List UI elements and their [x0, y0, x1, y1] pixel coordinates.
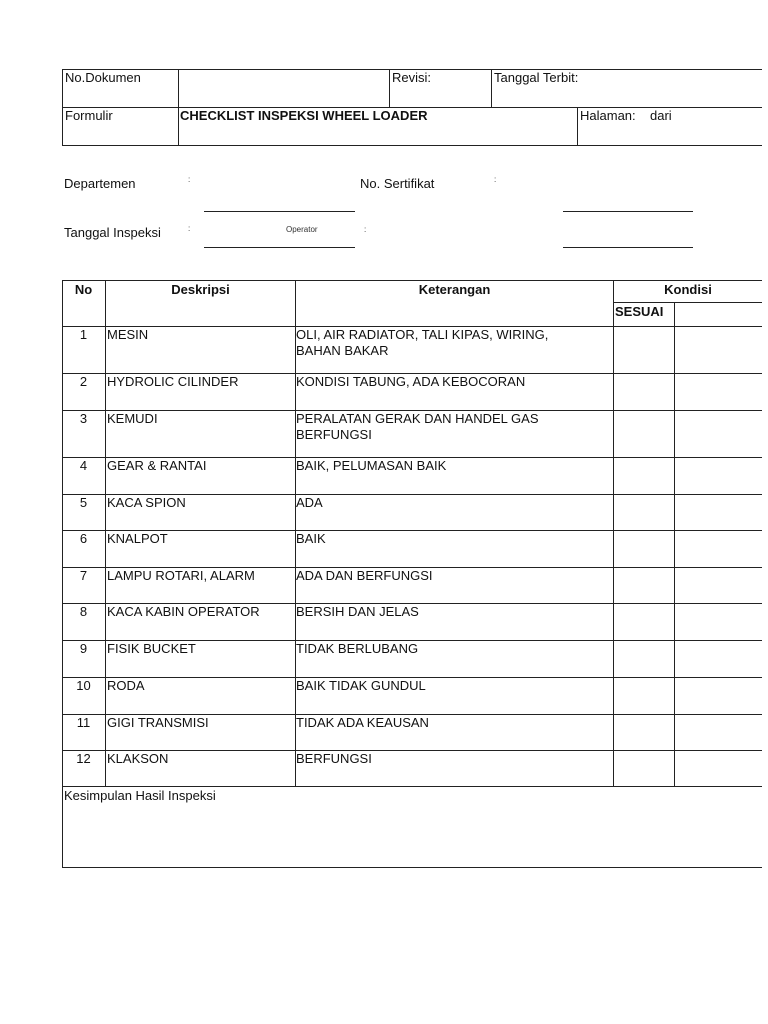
sesuai-check-cell[interactable] [614, 604, 674, 640]
table-rule [613, 302, 762, 303]
table-border [62, 280, 63, 867]
column-header-no: No [74, 282, 93, 297]
subheader-sesuai: SESUAI [615, 304, 664, 319]
row-deskripsi: HYDROLIC CILINDER [107, 374, 239, 389]
row-number: 2 [79, 374, 88, 389]
table-column-rule [295, 280, 296, 786]
table-rule [62, 786, 762, 787]
row-keterangan-line2: BERFUNGSI [296, 427, 372, 442]
table-rule [62, 457, 762, 458]
row-number: 8 [79, 604, 88, 619]
table-rule [62, 640, 762, 641]
row-deskripsi: MESIN [107, 327, 149, 342]
halaman-label: Halaman: [580, 108, 636, 123]
sesuai-check-cell[interactable] [614, 678, 674, 714]
departemen-label: Departemen [64, 176, 136, 191]
sesuai-check-cell[interactable] [614, 411, 674, 457]
row-number: 3 [79, 411, 88, 426]
table-rule [62, 567, 762, 568]
row-number: 10 [76, 678, 91, 693]
row-keterangan-line2: BAHAN BAKAR [296, 343, 389, 358]
row-deskripsi: GIGI TRANSMISI [107, 715, 209, 730]
sesuai-check-cell[interactable] [614, 531, 674, 567]
tanggal-inspeksi-colon: : [188, 224, 191, 233]
document-header-table [62, 69, 762, 146]
sesuai-check-cell[interactable] [614, 458, 674, 494]
table-rule [62, 867, 762, 868]
no-sertifikat-colon: : [494, 175, 497, 184]
sesuai-check-cell[interactable] [614, 374, 674, 410]
row-deskripsi: KACA KABIN OPERATOR [107, 604, 260, 619]
departemen-colon: : [188, 175, 191, 184]
table-rule [62, 677, 762, 678]
operator-colon: : [364, 225, 367, 234]
sesuai-check-cell[interactable] [614, 568, 674, 603]
column-header-kondisi: Kondisi [664, 282, 712, 297]
row-number: 1 [79, 327, 88, 342]
table-rule [62, 373, 762, 374]
sesuai-check-cell[interactable] [614, 641, 674, 677]
row-deskripsi: LAMPU ROTARI, ALARM [107, 568, 255, 583]
row-deskripsi: KACA SPION [107, 495, 186, 510]
operator-label: Operator [286, 225, 318, 234]
row-number: 11 [76, 715, 91, 730]
row-deskripsi: FISIK BUCKET [107, 641, 196, 656]
row-number: 12 [76, 751, 91, 766]
row-keterangan: BAIK, PELUMASAN BAIK [296, 458, 447, 473]
revisi-label: Revisi: [392, 70, 432, 85]
row-keterangan: OLI, AIR RADIATOR, TALI KIPAS, WIRING, [296, 327, 549, 342]
row-deskripsi: GEAR & RANTAI [107, 458, 207, 473]
table-rule [62, 326, 762, 327]
table-column-rule [613, 280, 614, 786]
column-header-keterangan: Keterangan [418, 282, 491, 297]
row-deskripsi: KLAKSON [107, 751, 169, 766]
row-keterangan: BAIK TIDAK GUNDUL [296, 678, 426, 693]
row-keterangan: ADA [296, 495, 323, 510]
row-keterangan: KONDISI TABUNG, ADA KEBOCORAN [296, 374, 526, 389]
row-number: 9 [79, 641, 88, 656]
table-rule [62, 280, 762, 281]
table-rule [62, 530, 762, 531]
no-sertifikat-label: No. Sertifikat [360, 176, 435, 191]
row-deskripsi: KNALPOT [107, 531, 168, 546]
sesuai-check-cell[interactable] [614, 495, 674, 530]
tanggal-inspeksi-label: Tanggal Inspeksi [64, 225, 161, 240]
row-keterangan: BAIK [296, 531, 326, 546]
table-rule [62, 603, 762, 604]
dari-label: dari [650, 108, 672, 123]
row-number: 7 [79, 568, 88, 583]
row-deskripsi: RODA [107, 678, 145, 693]
row-keterangan: ADA DAN BERFUNGSI [296, 568, 433, 583]
sesuai-check-cell[interactable] [614, 715, 674, 750]
row-deskripsi: KEMUDI [107, 411, 158, 426]
table-rule [62, 750, 762, 751]
operator-field-line [563, 247, 693, 248]
row-keterangan: TIDAK BERLUBANG [296, 641, 419, 656]
row-keterangan: BERFUNGSI [296, 751, 372, 766]
no-sertifikat-field-line [563, 211, 693, 212]
row-number: 6 [79, 531, 88, 546]
table-column-rule [105, 280, 106, 786]
formulir-label: Formulir [65, 108, 113, 123]
table-column-rule [674, 302, 675, 786]
row-keterangan: PERALATAN GERAK DAN HANDEL GAS [296, 411, 539, 426]
no-dokumen-label: No.Dokumen [65, 70, 141, 85]
table-rule [62, 494, 762, 495]
row-keterangan: TIDAK ADA KEAUSAN [296, 715, 429, 730]
tanggal-inspeksi-field-line [204, 247, 355, 248]
row-keterangan: BERSIH DAN JELAS [296, 604, 419, 619]
table-rule [62, 714, 762, 715]
sesuai-check-cell[interactable] [614, 327, 674, 373]
column-header-deskripsi: Deskripsi [171, 282, 230, 297]
row-number: 5 [79, 495, 88, 510]
checklist-table [62, 280, 762, 868]
departemen-field-line [204, 211, 355, 212]
sesuai-check-cell[interactable] [614, 751, 674, 786]
table-rule [62, 410, 762, 411]
form-title: CHECKLIST INSPEKSI WHEEL LOADER [180, 108, 428, 123]
row-number: 4 [79, 458, 88, 473]
tanggal-terbit-label: Tanggal Terbit: [494, 70, 579, 85]
kesimpulan-label: Kesimpulan Hasil Inspeksi [64, 788, 216, 803]
